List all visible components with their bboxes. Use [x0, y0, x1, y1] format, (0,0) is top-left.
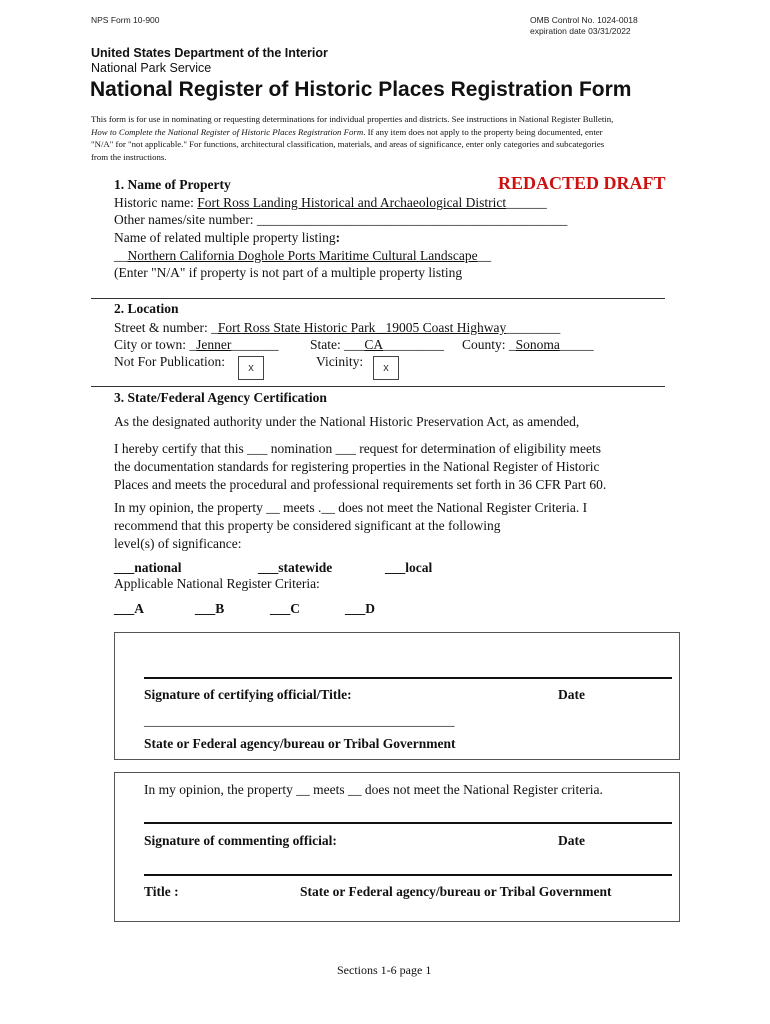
- certification-line-2: the documentation standards for registering properties in the National Register of Historic: [114, 459, 600, 474]
- level-local: ___local: [385, 560, 433, 575]
- criteria-b: ___B: [195, 601, 225, 616]
- street-trail: ________: [506, 320, 561, 335]
- service-name: National Park Service: [91, 61, 212, 75]
- county-value: Sonoma: [515, 337, 560, 352]
- enter-na-note: (Enter "N/A" if property is not part of a multiple property listing: [114, 265, 463, 280]
- county-trail: _____: [559, 337, 594, 352]
- historic-name-label: Historic name:: [114, 195, 198, 210]
- commenting-title-line[interactable]: [144, 874, 672, 876]
- related-listing-lead: __: [114, 248, 128, 263]
- divider-section-2: [91, 386, 665, 387]
- certifying-signature-line[interactable]: [144, 677, 672, 679]
- commenting-opinion: In my opinion, the property __ meets __ does not meet the National Register criteria.: [144, 782, 603, 797]
- criteria-a: ___A: [114, 601, 144, 616]
- commenting-date-label: Date: [558, 833, 585, 848]
- section-2-heading: 2. Location: [114, 301, 179, 316]
- vicinity-label: Vicinity:: [316, 354, 364, 369]
- street-label: Street & number: _: [114, 320, 218, 335]
- page-title: National Register of Historic Places Registration Form: [90, 78, 632, 101]
- intro-line-2-rest: . If any item does not apply to the property being documented, enter: [363, 126, 603, 137]
- county-label: County: _: [462, 337, 516, 352]
- page-number: Sections 1-6 page 1: [337, 963, 432, 977]
- intro-line-1: This form is for use in nominating or requesting determinations for individual properties and districts. See instructions in National Register Bulletin,: [91, 114, 614, 124]
- related-listing-value: Northern California Doghole Ports Maritime Cultural Landscape: [127, 248, 478, 263]
- section-1-heading: 1. Name of Property: [114, 177, 231, 192]
- county-field: [462, 337, 594, 353]
- certification-statement: [114, 440, 606, 494]
- historic-name-field: [114, 195, 547, 211]
- state-field: [310, 337, 444, 353]
- commenting-signature-label: Signature of commenting official:: [144, 833, 337, 848]
- certifying-agency-line[interactable]: ______________________________________________: [144, 713, 455, 728]
- related-listing-value-line: [114, 248, 491, 264]
- intro-line-3: "N/A" for "not applicable." For functions, architectural classification, materials, and areas of significance, enter only categories and subcategories: [91, 139, 605, 149]
- city-field: [114, 337, 279, 353]
- related-listing-field: [114, 230, 340, 246]
- city-value: Jenner: [196, 337, 232, 352]
- related-listing-colon: :: [335, 230, 341, 245]
- certification-line-1: I hereby certify that this ___ nomination ___ request for determination of eligibility meets: [114, 441, 602, 456]
- historic-name-trail: ______: [506, 195, 547, 210]
- criteria-label: Applicable National Register Criteria:: [114, 576, 320, 591]
- department-name: United States Department of the Interior: [91, 46, 328, 60]
- related-listing-label: Name of related multiple property listing: [114, 230, 336, 245]
- certifying-agency-label: State or Federal agency/bureau or Tribal Government: [144, 736, 456, 751]
- historic-name-value: Fort Ross Landing Historical and Archaeological District: [197, 195, 507, 210]
- intro-line-4: from the instructions.: [91, 151, 167, 162]
- state-value: CA: [364, 337, 384, 352]
- intro-line-2: [91, 126, 691, 139]
- opinion-line-2: recommend that this property be considered significant at the following: [114, 518, 501, 533]
- form-id: NPS Form 10-900: [91, 15, 160, 25]
- intro-bulletin-title: How to Complete the National Register of Historic Places Registration Form: [91, 126, 364, 137]
- criteria-c: ___C: [270, 601, 300, 616]
- certifying-signature-label: Signature of certifying official/Title:: [144, 687, 352, 702]
- related-listing-trail: __: [477, 248, 492, 263]
- street-value: Fort Ross State Historic Park _19005 Coast Highway: [217, 320, 507, 335]
- state-trail: _________: [383, 337, 444, 352]
- opinion-line-3: level(s) of significance:: [114, 536, 242, 551]
- state-label: State: ___: [310, 337, 365, 352]
- opinion-statement: [114, 499, 587, 553]
- opinion-line-1: In my opinion, the property __ meets .__ does not meet the National Register Criteria. I: [114, 500, 588, 515]
- not-for-publication-checkbox[interactable]: x: [238, 356, 264, 380]
- commenting-title-label: Title :: [144, 884, 179, 899]
- not-for-publication-label: Not For Publication:: [114, 354, 225, 369]
- expiration-date: expiration date 03/31/2022: [530, 26, 631, 36]
- street-field: [114, 320, 560, 336]
- criteria-d: ___D: [345, 601, 375, 616]
- commenting-signature-line[interactable]: [144, 822, 672, 824]
- divider-section-1: [91, 298, 665, 299]
- section-3-heading: 3. State/Federal Agency Certification: [114, 390, 327, 405]
- other-names-field: Other names/site number: ______________________________________________: [114, 212, 568, 227]
- redacted-draft-stamp: REDACTED DRAFT: [498, 173, 666, 193]
- commenting-agency-label: State or Federal agency/bureau or Tribal Government: [300, 884, 612, 899]
- city-label: City or town: _: [114, 337, 197, 352]
- city-trail: _______: [231, 337, 279, 352]
- intro-paragraph: [91, 113, 691, 163]
- certifying-date-label: Date: [558, 687, 585, 702]
- authority-statement: As the designated authority under the National Historic Preservation Act, as amended,: [114, 414, 580, 429]
- level-statewide: ___statewide: [258, 560, 333, 575]
- level-national: ___national: [114, 560, 182, 575]
- certification-line-3: Places and meets the procedural and professional requirements set forth in 36 CFR Part 60.: [114, 477, 607, 492]
- vicinity-checkbox[interactable]: x: [373, 356, 399, 380]
- omb-control-number: OMB Control No. 1024-0018: [530, 15, 638, 25]
